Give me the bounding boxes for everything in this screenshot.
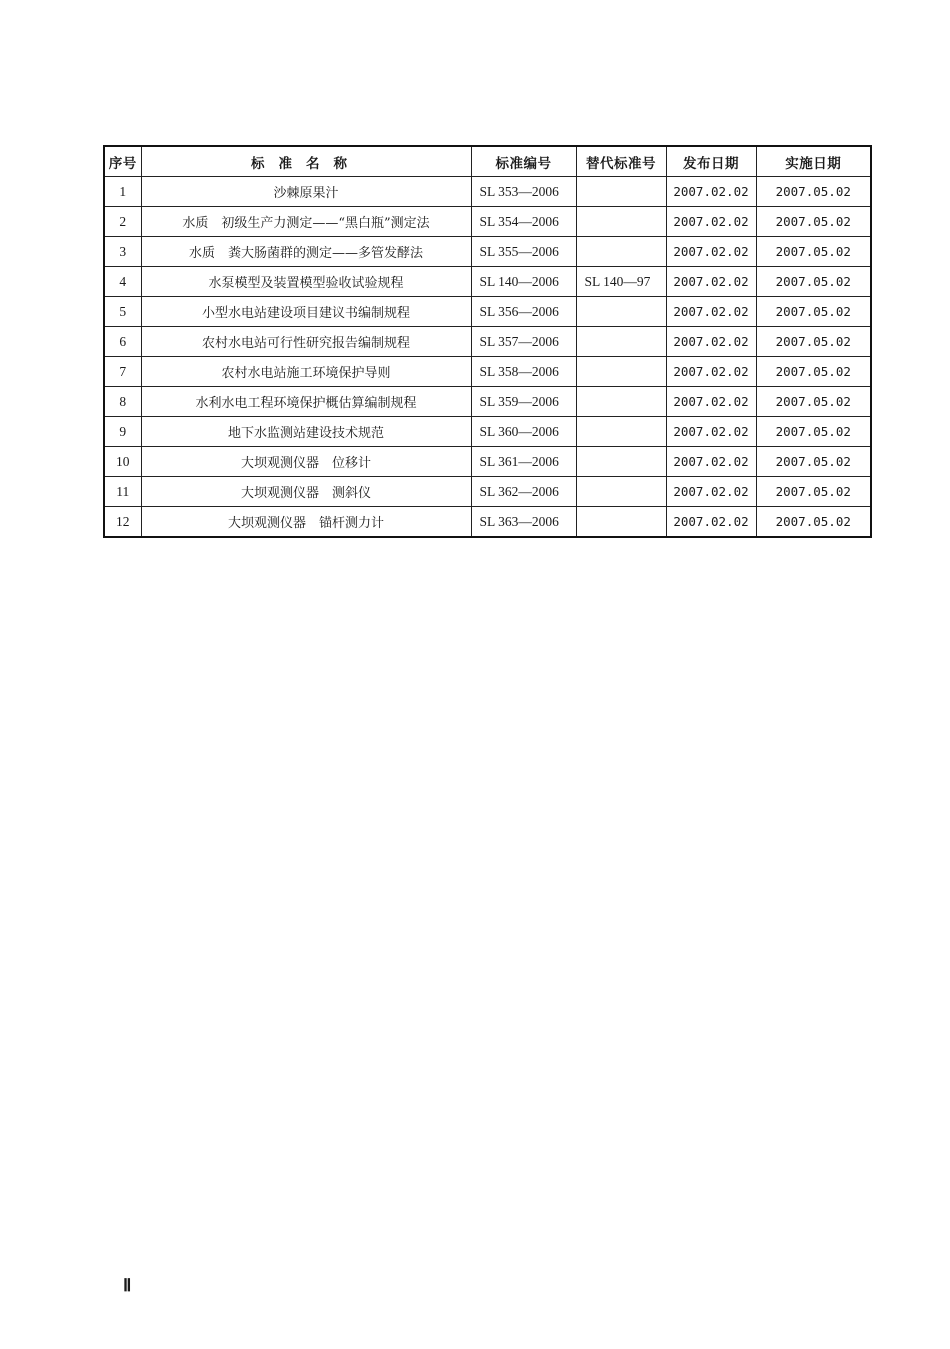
cell-impl-date: 2007.05.02 <box>756 267 871 297</box>
cell-replaced-standard <box>576 477 666 507</box>
table-row <box>104 297 871 327</box>
cell-standard-name: 农村水电站可行性研究报告编制规程 <box>141 327 471 357</box>
table-row <box>104 357 871 387</box>
cell-impl-date: 2007.05.02 <box>756 387 871 417</box>
cell-issue-date: 2007.02.02 <box>666 297 756 327</box>
cell-issue-date: 2007.02.02 <box>666 207 756 237</box>
cell-no: 2 <box>104 207 141 237</box>
cell-issue-date: 2007.02.02 <box>666 177 756 207</box>
table-row <box>104 237 871 267</box>
cell-standard-code: SL 357—2006 <box>471 327 576 357</box>
cell-replaced-standard <box>576 417 666 447</box>
col-header-no: 序号 <box>104 146 141 177</box>
cell-standard-name: 水利水电工程环境保护概估算编制规程 <box>141 387 471 417</box>
cell-standard-code: SL 353—2006 <box>471 177 576 207</box>
cell-replaced-standard <box>576 357 666 387</box>
cell-standard-name: 沙棘原果汁 <box>141 177 471 207</box>
cell-no: 7 <box>104 357 141 387</box>
cell-replaced-standard <box>576 387 666 417</box>
cell-no: 9 <box>104 417 141 447</box>
cell-impl-date: 2007.05.02 <box>756 327 871 357</box>
cell-no: 5 <box>104 297 141 327</box>
col-header-issue-date: 发布日期 <box>666 146 756 177</box>
cell-standard-code: SL 358—2006 <box>471 357 576 387</box>
cell-impl-date: 2007.05.02 <box>756 237 871 267</box>
cell-issue-date: 2007.02.02 <box>666 417 756 447</box>
cell-standard-name: 大坝观测仪器 锚杆测力计 <box>141 507 471 538</box>
cell-no: 6 <box>104 327 141 357</box>
cell-standard-code: SL 356—2006 <box>471 297 576 327</box>
table-row <box>104 177 871 207</box>
col-header-name: 标准名称 <box>141 146 471 177</box>
table-row <box>104 477 871 507</box>
cell-issue-date: 2007.02.02 <box>666 357 756 387</box>
table-row <box>104 507 871 538</box>
cell-replaced-standard <box>576 447 666 477</box>
cell-standard-name: 水泵模型及装置模型验收试验规程 <box>141 267 471 297</box>
table-row <box>104 267 871 297</box>
table-row <box>104 447 871 477</box>
cell-no: 10 <box>104 447 141 477</box>
header-row <box>104 146 871 177</box>
cell-issue-date: 2007.02.02 <box>666 237 756 267</box>
cell-replaced-standard <box>576 207 666 237</box>
cell-impl-date: 2007.05.02 <box>756 357 871 387</box>
cell-standard-code: SL 362—2006 <box>471 477 576 507</box>
cell-replaced-standard <box>576 177 666 207</box>
cell-no: 8 <box>104 387 141 417</box>
cell-standard-name: 水质 初级生产力测定——“黑白瓶”测定法 <box>141 207 471 237</box>
col-header-impl-date: 实施日期 <box>756 146 871 177</box>
cell-standard-code: SL 354—2006 <box>471 207 576 237</box>
cell-replaced-standard <box>576 327 666 357</box>
cell-standard-code: SL 359—2006 <box>471 387 576 417</box>
standards-table <box>103 145 872 538</box>
cell-impl-date: 2007.05.02 <box>756 297 871 327</box>
col-header-replaced: 替代标准号 <box>576 146 666 177</box>
table-row <box>104 327 871 357</box>
cell-issue-date: 2007.02.02 <box>666 447 756 477</box>
cell-impl-date: 2007.05.02 <box>756 207 871 237</box>
cell-no: 1 <box>104 177 141 207</box>
table-row <box>104 417 871 447</box>
cell-standard-name: 农村水电站施工环境保护导则 <box>141 357 471 387</box>
col-header-code: 标准编号 <box>471 146 576 177</box>
cell-issue-date: 2007.02.02 <box>666 477 756 507</box>
table-row <box>104 387 871 417</box>
cell-no: 4 <box>104 267 141 297</box>
cell-standard-name: 大坝观测仪器 位移计 <box>141 447 471 477</box>
cell-standard-code: SL 363—2006 <box>471 507 576 538</box>
cell-replaced-standard <box>576 297 666 327</box>
cell-standard-code: SL 355—2006 <box>471 237 576 267</box>
cell-standard-code: SL 140—2006 <box>471 267 576 297</box>
cell-impl-date: 2007.05.02 <box>756 447 871 477</box>
cell-no: 3 <box>104 237 141 267</box>
cell-impl-date: 2007.05.02 <box>756 417 871 447</box>
cell-impl-date: 2007.05.02 <box>756 507 871 538</box>
cell-replaced-standard <box>576 507 666 538</box>
cell-impl-date: 2007.05.02 <box>756 177 871 207</box>
table-body <box>104 177 871 538</box>
page-number: Ⅱ <box>123 1276 132 1295</box>
cell-no: 11 <box>104 477 141 507</box>
table-header <box>104 146 871 177</box>
cell-standard-code: SL 361—2006 <box>471 447 576 477</box>
cell-impl-date: 2007.05.02 <box>756 477 871 507</box>
cell-issue-date: 2007.02.02 <box>666 507 756 538</box>
cell-standard-name: 水质 粪大肠菌群的测定——多管发酵法 <box>141 237 471 267</box>
cell-no: 12 <box>104 507 141 538</box>
cell-standard-name: 地下水监测站建设技术规范 <box>141 417 471 447</box>
cell-replaced-standard <box>576 237 666 267</box>
cell-standard-name: 小型水电站建设项目建议书编制规程 <box>141 297 471 327</box>
cell-issue-date: 2007.02.02 <box>666 267 756 297</box>
cell-standard-code: SL 360—2006 <box>471 417 576 447</box>
cell-issue-date: 2007.02.02 <box>666 387 756 417</box>
cell-replaced-standard: SL 140—97 <box>576 267 666 297</box>
cell-issue-date: 2007.02.02 <box>666 327 756 357</box>
cell-standard-name: 大坝观测仪器 测斜仪 <box>141 477 471 507</box>
table-row <box>104 207 871 237</box>
